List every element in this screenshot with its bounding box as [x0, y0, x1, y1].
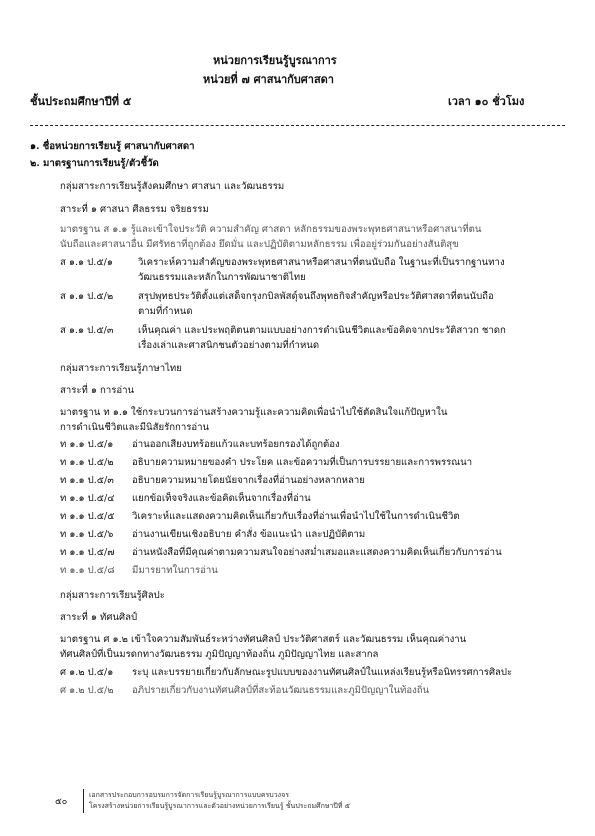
thai-indicator-text: อ่านออกเสียงบทร้อยแก้วและบทร้อยกรองได้ถูกต้อง	[132, 439, 340, 450]
thai-indicator-text: อ่านหนังสือที่มีคุณค่าตามความสนใจอย่างสม่ำเสมอและแสดงความคิดเห็นเกี่ยวกับการอ่าน	[132, 547, 502, 558]
social-indicator-code: ส ๑.๑ ป.๕/๑	[60, 257, 113, 268]
thai-indicator-text: อ่านงานเขียนเชิงอธิบาย คำสั่ง ข้อแนะนำ และปฏิบัติตาม	[132, 529, 366, 540]
arts-group-heading: กลุ่มสาระการเรียนรู้ศิลปะ	[60, 590, 165, 601]
thai-indicator-code: ท ๑.๑ ป.๕/๕	[60, 511, 115, 522]
document-title: หน่วยการเรียนรู้บูรณาการ	[213, 54, 337, 67]
section-1-heading: ๑. ชื่อหน่วยการเรียนรู้ ศาสนากับศาสดา	[30, 141, 195, 152]
thai-indicator-code: ท ๑.๑ ป.๕/๘	[60, 565, 115, 576]
page-number: ๕๐	[55, 797, 68, 807]
social-standard-line2: นับถือและศาสนาอื่น มีศรัทธาที่ถูกต้อง ยึดมั่น และปฏิบัติตามหลักธรรม เพื่ออยู่ร่วมกันอย่างสันติสุข	[60, 239, 459, 250]
social-indicator-text: สรุปพุทธประวัติตั้งแต่เสด็จกรุงกบิลพัสดุ์จนถึงพุทธกิจสำคัญหรือประวัติศาสดาที่ตนนับถือ	[138, 291, 494, 302]
social-indicator-code: ส ๑.๑ ป.๕/๓	[60, 325, 114, 336]
thai-indicator-code: ท ๑.๑ ป.๕/๗	[60, 547, 115, 558]
thai-indicator-text: อธิบายความหมายโดยนัยจากเรื่องที่อ่านอย่างหลากหลาย	[132, 475, 365, 486]
footer-line-2: โครงสร้างหน่วยการเรียนรู้บูรณาการและตัวอย่างหน่วยการเรียนรู้ ชั้นประถมศึกษาปีที่ ๕	[89, 802, 350, 810]
social-indicator-text: วิเคราะห์ความสำคัญของพระพุทธศาสนาหรือศาสนาที่ตนนับถือ ในฐานะที่เป็นรากฐานทาง	[138, 257, 505, 268]
thai-group-heading: กลุ่มสาระการเรียนรู้ภาษาไทย	[60, 363, 182, 374]
thai-indicator-code: ท ๑.๑ ป.๕/๑	[60, 439, 114, 450]
footer-divider	[83, 789, 84, 813]
thai-indicator-text: มีมารยาทในการอ่าน	[132, 565, 218, 576]
social-indicator-code: ส ๑.๑ ป.๕/๒	[60, 291, 114, 302]
grade-label: ชั้นประถมศึกษาปีที่ ๕	[30, 95, 132, 108]
arts-indicator-text: อภิปรายเกี่ยวกับงานทัศนศิลป์ที่สะท้อนวัฒนธรรมและภูมิปัญญาในท้องถิ่น	[132, 685, 430, 696]
header-separator	[30, 125, 565, 126]
footer-line-1: เอกสารประกอบการอบรมการจัดการเรียนรู้บูรณาการแบบครบวงจร	[89, 791, 289, 799]
arts-strand: สาระที่ ๑ ทัศนศิลป์	[60, 612, 138, 623]
thai-indicator-code: ท ๑.๑ ป.๕/๖	[60, 529, 114, 540]
social-indicator-text-cont: ตามที่กำหนด	[138, 306, 193, 317]
thai-indicator-text: แยกข้อเท็จจริงและข้อคิดเห็นจากเรื่องที่อ่าน	[132, 493, 311, 504]
social-strand: สาระที่ ๑ ศาสนา ศีลธรรม จริยธรรม	[60, 204, 209, 215]
time-label: เวลา ๑๐ ชั่วโมง	[448, 95, 525, 108]
thai-indicator-code: ท ๑.๑ ป.๕/๓	[60, 475, 114, 486]
social-standard-line1: มาตรฐาน ส ๑.๑ รู้และเข้าใจประวัติ ความสำคัญ ศาสดา หลักธรรมของพระพุทธศาสนาหรือศาสนาที่ตน	[60, 224, 482, 235]
section-2-heading: ๒. มาตรฐานการเรียนรู้/ตัวชี้วัด	[30, 158, 159, 169]
social-indicator-text-cont: วัฒนธรรมและหลักในการพัฒนาชาติไทย	[138, 272, 306, 283]
arts-standard-line2: ทัศนศิลป์ที่เป็นมรดกทางวัฒนธรรม ภูมิปัญญาท้องถิ่น ภูมิปัญญาไทย และสากล	[60, 649, 379, 660]
thai-standard-line2: การดำเนินชีวิตและมีนิสัยรักการอ่าน	[60, 422, 210, 433]
thai-standard-line1: มาตรฐาน ท ๑.๑ ใช้กระบวนการอ่านสร้างความรู้และความคิดเพื่อนำไปใช้ตัดสินใจแก้ปัญหาใน	[60, 407, 448, 418]
unit-title: หน่วยที่ ๗ ศาสนากับศาสดา	[203, 73, 334, 86]
thai-strand: สาระที่ ๑ การอ่าน	[60, 385, 135, 396]
social-indicator-text-cont: เรื่องเล่าและศาสนิกชนตัวอย่างตามที่กำหนด	[138, 340, 320, 351]
thai-indicator-text: วิเคราะห์และแสดงความคิดเห็นเกี่ยวกับเรื่องที่อ่านเพื่อนำไปใช้ในการดำเนินชีวิต	[132, 511, 460, 522]
thai-indicator-code: ท ๑.๑ ป.๕/๒	[60, 457, 114, 468]
arts-indicator-code: ศ ๑.๒ ป.๕/๒	[60, 685, 114, 696]
social-group-heading: กลุ่มสาระการเรียนรู้สังคมศึกษา ศาสนา และวัฒนธรรม	[60, 181, 285, 192]
thai-indicator-text: อธิบายความหมายของคำ ประโยค และข้อความที่เป็นการบรรยายและการพรรณนา	[132, 457, 473, 468]
thai-indicator-code: ท ๑.๑ ป.๕/๔	[60, 493, 115, 504]
arts-indicator-text: ระบุ และบรรยายเกี่ยวกับลักษณะรูปแบบของงานทัศนศิลป์ในแหล่งเรียนรู้หรือนิทรรศการศิลปะ	[132, 667, 513, 678]
arts-indicator-code: ศ ๑.๒ ป.๕/๑	[60, 667, 114, 678]
social-indicator-text: เห็นคุณค่า และประพฤติตนตามแบบอย่างการดำเนินชีวิตและข้อคิดจากประวัติสาวก ชาดก	[138, 325, 506, 336]
arts-standard-line1: มาตรฐาน ศ ๑.๒ เข้าใจความสัมพันธ์ระหว่างทัศนศิลป์ ประวัติศาสตร์ และวัฒนธรรม เห็นคุณค่างาน	[60, 634, 467, 645]
